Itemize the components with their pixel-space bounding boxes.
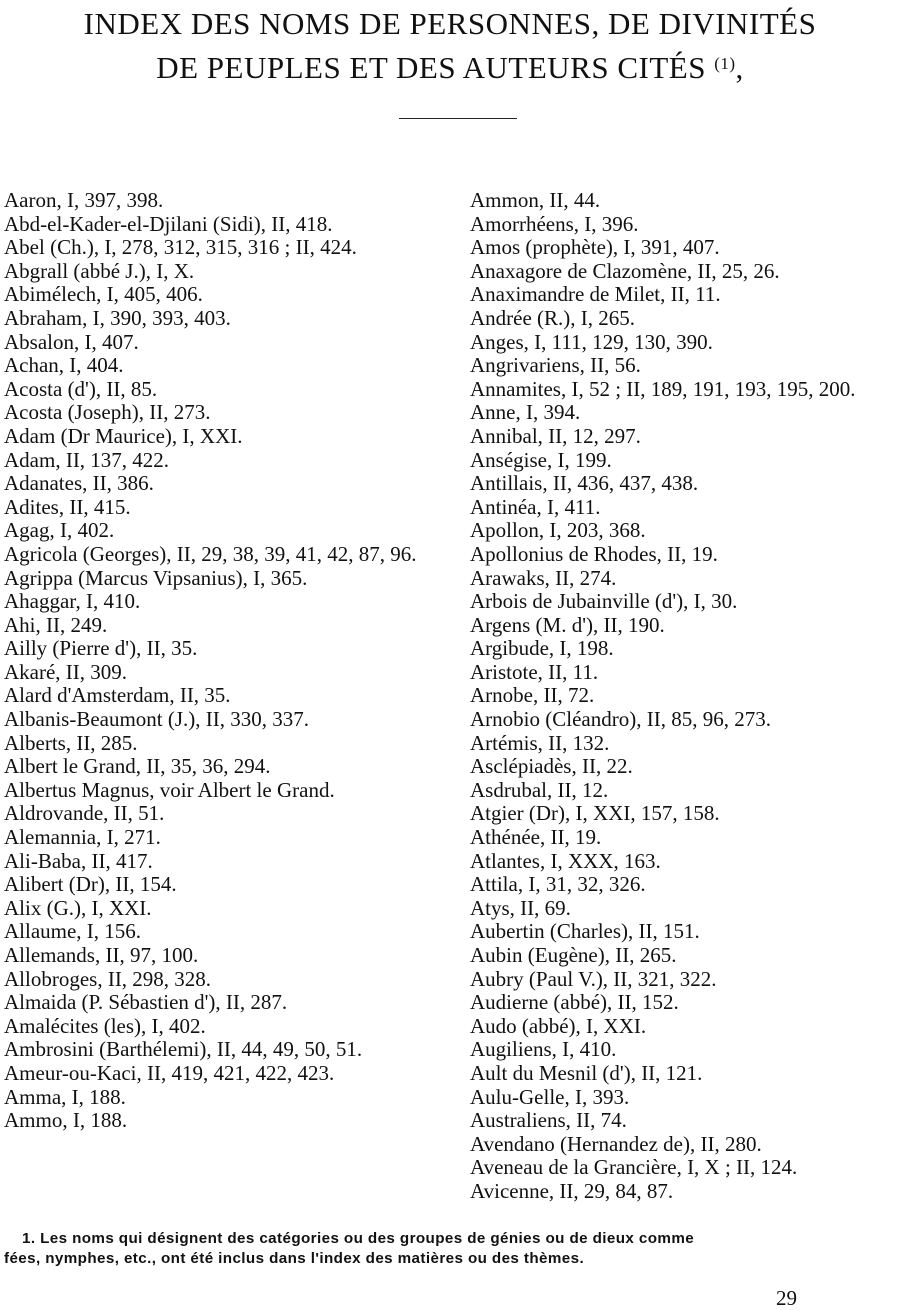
index-entry: Albanis-Beaumont (J.), II, 330, 337.	[4, 707, 310, 732]
title-line-1: INDEX DES NOMS DE PERSONNES, DE DIVINITÉS	[83, 6, 817, 41]
index-entry: Atgier (Dr), I, XXI, 157, 158.	[470, 801, 720, 826]
index-entry: Adam (Dr Maurice), I, XXI.	[4, 423, 243, 448]
title-line-2	[0, 44, 900, 88]
index-entry: Agricola (Georges), II, 29, 38, 39, 41, 42, 87, 96.	[4, 541, 417, 566]
index-left-column	[4, 189, 434, 1133]
index-entry: Allobroges, II, 298, 328.	[4, 966, 212, 991]
index-entry: Abd-el-Kader-el-Djilani (Sidi), II, 418.	[4, 211, 333, 236]
footnote-line-2: fées, nymphes, etc., ont été inclus dans l'index des matières ou des thèmes.	[4, 1250, 585, 1267]
index-entry: Anaxagore de Clazomène, II, 25, 26.	[470, 258, 780, 283]
index-entry: Amos (prophète), I, 391, 407.	[470, 235, 720, 260]
index-entry: Alix (G.), I, XXI.	[4, 895, 152, 920]
index-entry: Allemands, II, 97, 100.	[4, 943, 199, 967]
index-entry: Audo (abbé), I, XXI.	[470, 1013, 647, 1038]
index-entry: Arnobe, II, 72.	[470, 683, 595, 708]
index-entry: Adam, II, 137, 422.	[4, 447, 170, 472]
index-entry: Aubertin (Charles), II, 151.	[470, 919, 700, 944]
index-entry: Abel (Ch.), I, 278, 312, 315, 316 ; II, 424.	[4, 235, 357, 260]
index-entry: Ault du Mesnil (d'), II, 121.	[470, 1060, 703, 1085]
index-entry: Arawaks, II, 274.	[470, 565, 617, 590]
index-entry: Ali-Baba, II, 417.	[4, 848, 153, 873]
index-entry: Amorrhéens, I, 396.	[470, 211, 639, 236]
index-entry: Asdrubal, II, 12.	[470, 777, 609, 802]
index-entry: Ammon, II, 44.	[470, 188, 601, 212]
index-entry: Antinéa, I, 411.	[470, 494, 601, 519]
index-entry: Amalécites (les), I, 402.	[4, 1013, 206, 1038]
index-entry: Aubin (Eugène), II, 265.	[470, 943, 677, 967]
index-entry: Anségise, I, 199.	[470, 447, 612, 472]
index-entry: Aulu-Gelle, I, 393.	[470, 1084, 630, 1109]
index-entry: Absalon, I, 407.	[4, 329, 139, 354]
index-entry: Abimélech, I, 405, 406.	[4, 282, 203, 307]
index-entry: Acosta (d'), II, 85.	[4, 376, 158, 401]
index-entry: Aldrovande, II, 51.	[4, 801, 165, 826]
footnote-line-1: 1. Les noms qui désignent des catégories ou des groupes de génies ou de dieux comme	[22, 1230, 695, 1247]
index-entry: Arbois de Jubainville (d'), I, 30.	[470, 589, 738, 614]
index-entry: Attila, I, 31, 32, 326.	[470, 872, 646, 897]
index-entry: Augiliens, I, 410.	[470, 1037, 617, 1062]
index-entry: Aristote, II, 11.	[470, 659, 599, 684]
index-entry: Atlantes, I, XXX, 163.	[470, 848, 661, 873]
index-entry: Atys, II, 69.	[470, 895, 571, 920]
footnote	[4, 1229, 896, 1269]
index-entry: Adites, II, 415.	[4, 494, 131, 519]
index-entry: Argibude, I, 198.	[470, 636, 614, 661]
title-trailing-comma: ,	[735, 50, 744, 85]
title-divider	[399, 118, 517, 119]
footnote-marker: (1)	[714, 54, 736, 73]
index-entry: Aubry (Paul V.), II, 321, 322.	[470, 966, 717, 991]
index-entry: Australiens, II, 74.	[470, 1108, 627, 1133]
index-entry: Ahaggar, I, 410.	[4, 589, 141, 614]
index-entry: Allaume, I, 156.	[4, 919, 142, 944]
index-entry: Apollon, I, 203, 368.	[470, 518, 646, 543]
index-entry: Achan, I, 404.	[4, 353, 124, 378]
index-right-column	[470, 189, 900, 1204]
index-entry: Akaré, II, 309.	[4, 659, 128, 684]
index-entry: Agrippa (Marcus Vipsanius), I, 365.	[4, 565, 308, 590]
index-entry: Artémis, II, 132.	[470, 730, 610, 755]
index-entry: Alard d'Amsterdam, II, 35.	[4, 683, 231, 708]
index-entry: Anges, I, 111, 129, 130, 390.	[470, 329, 713, 354]
index-entry: Abgrall (abbé J.), I, X.	[4, 258, 195, 283]
index-entry: Almaida (P. Sébastien d'), II, 287.	[4, 990, 288, 1015]
index-entry: Acosta (Joseph), II, 273.	[4, 400, 211, 425]
index-entry: Albertus Magnus, voir Albert le Grand.	[4, 777, 335, 802]
index-entry: Argens (M. d'), II, 190.	[470, 612, 665, 637]
index-entry: Ahi, II, 249.	[4, 612, 108, 637]
index-entry: Avicenne, II, 29, 84, 87.	[470, 1178, 674, 1203]
title-line-2-text: DE PEUPLES ET DES AUTEURS CITÉS	[156, 50, 706, 85]
index-entry: Ammo, I, 188.	[4, 1108, 128, 1133]
index-entry: Aveneau de la Grancière, I, X ; II, 124.	[470, 1155, 798, 1180]
index-entry: Angrivariens, II, 56.	[470, 353, 641, 378]
index-entry: Ameur-ou-Kaci, II, 419, 421, 422, 423.	[4, 1060, 335, 1085]
index-entry: Asclépiadès, II, 22.	[470, 754, 633, 779]
index-entry: Athénée, II, 19.	[470, 825, 602, 850]
index-entry: Andrée (R.), I, 265.	[470, 305, 636, 330]
index-entry: Alemannia, I, 271.	[4, 825, 161, 850]
index-entry: Ambrosini (Barthélemi), II, 44, 49, 50, 51.	[4, 1037, 363, 1062]
index-entry: Albert le Grand, II, 35, 36, 294.	[4, 754, 271, 779]
index-entry: Annibal, II, 12, 297.	[470, 423, 641, 448]
index-entry: Apollonius de Rhodes, II, 19.	[470, 541, 718, 566]
index-entry: Abraham, I, 390, 393, 403.	[4, 305, 231, 330]
index-entry: Audierne (abbé), II, 152.	[470, 990, 679, 1015]
index-entry: Alibert (Dr), II, 154.	[4, 872, 177, 897]
index-entry: Arnobio (Cléandro), II, 85, 96, 273.	[470, 707, 771, 732]
index-entry: Annamites, I, 52 ; II, 189, 191, 193, 195, 200.	[470, 376, 856, 401]
index-entry: Aaron, I, 397, 398.	[4, 188, 164, 212]
index-entry: Anne, I, 394.	[470, 400, 581, 425]
index-title	[0, 4, 900, 88]
index-entry: Adanates, II, 386.	[4, 471, 154, 496]
index-entry: Agag, I, 402.	[4, 518, 115, 543]
index-entry: Antillais, II, 436, 437, 438.	[470, 471, 699, 496]
index-entry: Anaximandre de Milet, II, 11.	[470, 282, 721, 307]
index-entry: Amma, I, 188.	[4, 1084, 126, 1109]
index-entry: Ailly (Pierre d'), II, 35.	[4, 636, 198, 661]
index-entry: Avendano (Hernandez de), II, 280.	[470, 1131, 762, 1156]
index-entry: Alberts, II, 285.	[4, 730, 138, 755]
page-number: 29	[776, 1286, 797, 1310]
